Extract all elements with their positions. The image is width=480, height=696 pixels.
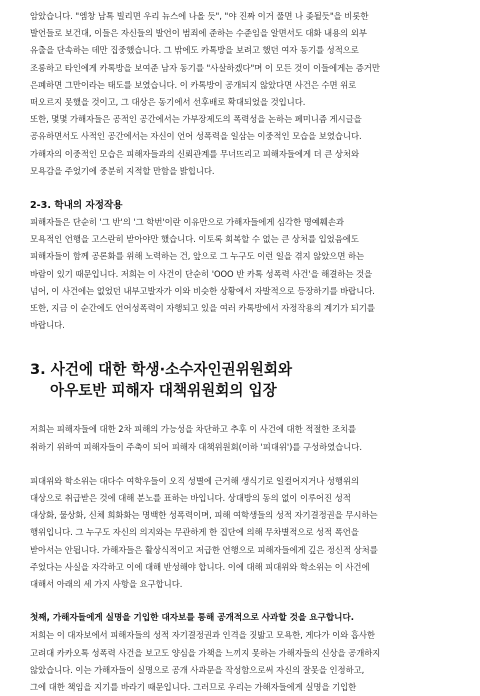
text-line: 고려대 카카오톡 성폭력 사건을 보고도 양심을 가책을 느끼지 못하는 가해자들의 신상을 공개하지 (30, 647, 381, 658)
demand-paragraph (30, 627, 450, 696)
subsection-paragraph (30, 214, 450, 334)
text-line: 떠오르지 못했을 것이고, 그 대상은 동기에서 선후배로 확대되었을 것입니다. (30, 97, 306, 108)
text-line: 넘어, 이 사건에는 없었던 내부고발자가 이와 비슷한 상황에서 자발적으로 등장하기를 바랍니다. (30, 285, 375, 296)
text-line: 모욕적인 언행을 고스란히 받아야만 했습니다. 이토록 회복할 수 없는 큰 상처를 입었음에도 (30, 234, 359, 245)
text-line: 조롱하고 타인에게 카톡방을 보여준 남자 동기를 "사살하겠다"며 이 모든 것이 이들에게는 증거만 (30, 62, 380, 73)
section-title: 3. 사건에 대한 학생·소수자인권위원회와 (30, 361, 293, 379)
text-line: 행위입니다. 그 누구도 자신의 의지와는 무관하게 한 집단에 의해 무차별적으로 성적 폭언을 (30, 527, 359, 538)
text-line: 가해자의 이중적인 모습은 피해자들과의 신뢰관계를 무너뜨리고 피해자들에게 더 큰 상처와 (30, 148, 360, 159)
section-title-continued: 아우토반 피해자 대책위원회의 입장 (50, 382, 277, 400)
text-line: 취하기 위하여 피해자들이 주축이 되어 피해자 대책위원회(이하 '피대위')를 구성하였습니다. (30, 441, 362, 452)
text-line: 대해서 아래의 세 가지 사항을 요구합니다. (30, 579, 183, 590)
text-line: 저희는 피해자들에 대한 2차 피해의 가능성을 차단하고 추후 이 사건에 대한 적절한 조치를 (30, 424, 357, 435)
text-line: 모욕감을 주었기에 중분히 지적할 만함을 밝힙니다. (30, 165, 215, 176)
text-line: 피대위와 학소위는 대다수 여학우들이 오직 성별에 근거해 생식기로 일컬어지거나 성행위의 (30, 475, 360, 486)
text-line: 공유하면서도 사적인 공간에서는 자신이 언어 성폭력을 일삼는 이중적인 모습을 보였습니다. (30, 131, 362, 142)
text-line: 은폐하면 그만이라는 태도를 보였습니다. 이 카톡방이 공개되지 않았다면 사건은 수면 위로 (30, 79, 357, 90)
text-line: 바랍니다. (30, 320, 65, 331)
intro-paragraph (30, 8, 450, 180)
text-line: 않았습니다. 이는 가해자들이 실명으로 공개 사과문을 작성함으로써 자신의 잘못을 인정하고, (30, 664, 365, 675)
position-paragraph (30, 473, 450, 593)
text-line: 피해자들은 단순히 '그 반'의 '그 학번'이란 이유만으로 가해자들에게 심각한 명예훼손과 (30, 217, 344, 228)
demand-title: 첫째, 가해자들에게 실명을 기입한 대자보를 통해 공개적으로 사과할 것을 요구합니다. (30, 613, 355, 624)
text-line: 그에 대한 책임을 지기를 바라기 때문입니다. 그러므로 우리는 가해자들에게 실명을 기입한 (30, 682, 357, 693)
section-intro-paragraph (30, 421, 450, 455)
text-line: 또한, 지금 이 순간에도 언어성폭력이 자행되고 있을 여러 카톡방에서 자정작용의 계기가 되기를 (30, 303, 375, 314)
text-line: 발언들로 보건대, 이들은 자신들의 발언이 범죄에 준하는 수준임을 알면서도 대화 내용의 외부 (30, 28, 367, 39)
text-line: 피해자들이 함께 공론화를 위해 노력하는 건, 앞으로 그 누구도 이런 일을 겪지 않았으면 하는 (30, 251, 365, 262)
text-line: 받아서는 안됩니다. 가해자들은 활상식적이고 저급한 언행으로 피해자들에게 깊은 정신적 상처를 (30, 544, 378, 555)
text-line: 또한, 몇몇 가해자들은 공적인 공간에서는 가부장제도의 폭력성을 논하는 페미니즘 게시글을 (30, 114, 362, 125)
subsection-title: 2-3. 학내의 자정작용 (30, 200, 123, 212)
text-line: 유출을 단속하는 데만 집중했습니다. 그 밖에도 카톡방을 보려고 했던 여자 동기를 성적으로 (30, 45, 359, 56)
text-line: 주었다는 사실을 자각하고 이에 대해 반성해야 합니다. 이에 대해 피대위와 학소위는 이 사건에 (30, 561, 370, 572)
text-line: 암았습니다. "엠창 남톡 빌리면 우리 뉴스에 나올 듯", "야 진짜 이거 풀면 나 좆될듯"을 비롯한 (30, 11, 369, 21)
text-line: 저희는 이 대자보에서 피해자들의 성적 자기결정권과 인격을 짓밟고 모욕한, 게다가 이와 흡사한 (30, 630, 375, 641)
text-line: 대상으로 취급받은 것에 대해 분노를 표하는 바입니다. 상대방의 동의 없이 이루어진 성적 (30, 493, 351, 504)
text-line: 대상화, 물상화, 신체 희화화는 명백한 성폭력이며, 피해 여학생들의 성적 자기결정권을 무시하는 (30, 510, 378, 521)
text-line: 바람이 있기 때문입니다. 저희는 이 사건이 단순히 'OOO 반 카톡 성폭력 사건'을 해결하는 것을 (30, 268, 373, 279)
